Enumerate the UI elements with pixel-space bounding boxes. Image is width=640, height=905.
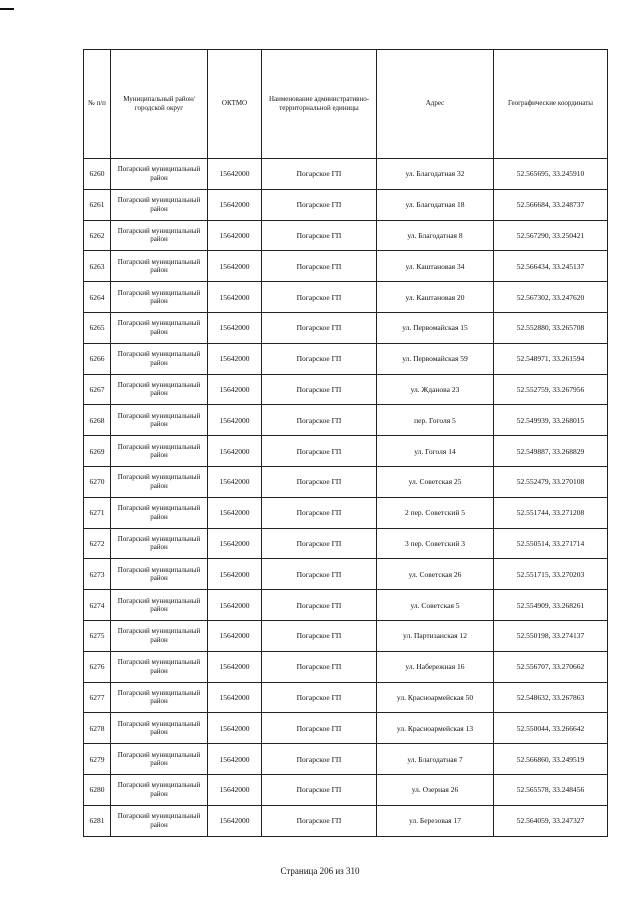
cell-number: 6279 xyxy=(84,744,111,775)
table-row xyxy=(84,220,608,251)
cell-admin-unit: Погарское ГП xyxy=(262,559,377,590)
cell-number: 6278 xyxy=(84,713,111,744)
cell-coordinates: 52.566860, 33.249519 xyxy=(494,744,608,775)
cell-oktmo: 15642000 xyxy=(208,713,262,744)
cell-coordinates: 52.564059, 33.247327 xyxy=(494,805,608,836)
cell-district: Погарский муниципальный район xyxy=(111,466,208,497)
cell-oktmo: 15642000 xyxy=(208,528,262,559)
cell-oktmo: 15642000 xyxy=(208,774,262,805)
cell-district: Погарский муниципальный район xyxy=(111,436,208,467)
cell-coordinates: 52.552759, 33.267956 xyxy=(494,374,608,405)
cell-address: ул. Каштановая 34 xyxy=(377,251,494,282)
cell-number: 6264 xyxy=(84,282,111,313)
table-row xyxy=(84,282,608,313)
table-row xyxy=(84,620,608,651)
header-district: Муниципальный район/городской округ xyxy=(111,50,208,159)
cell-address: 3 пер. Советский 3 xyxy=(377,528,494,559)
cell-number: 6261 xyxy=(84,189,111,220)
cell-number: 6274 xyxy=(84,590,111,621)
header-oktmo: ОКТМО xyxy=(208,50,262,159)
cell-address: ул. Березовая 17 xyxy=(377,805,494,836)
cell-number: 6281 xyxy=(84,805,111,836)
cell-number: 6276 xyxy=(84,651,111,682)
cell-coordinates: 52.550514, 33.271714 xyxy=(494,528,608,559)
table-body xyxy=(84,159,608,837)
cell-address: пер. Гоголя 5 xyxy=(377,405,494,436)
cell-district: Погарский муниципальный район xyxy=(111,189,208,220)
header-address: Адрес xyxy=(377,50,494,159)
cell-admin-unit: Погарское ГП xyxy=(262,682,377,713)
cell-admin-unit: Погарское ГП xyxy=(262,343,377,374)
table-row xyxy=(84,559,608,590)
cell-admin-unit: Погарское ГП xyxy=(262,374,377,405)
table-row xyxy=(84,374,608,405)
cell-coordinates: 52.548632, 33.267863 xyxy=(494,682,608,713)
cell-address: ул. Благодатная 32 xyxy=(377,159,494,190)
cell-coordinates: 52.567290, 33.250421 xyxy=(494,220,608,251)
cell-oktmo: 15642000 xyxy=(208,374,262,405)
cell-admin-unit: Погарское ГП xyxy=(262,159,377,190)
cell-oktmo: 15642000 xyxy=(208,590,262,621)
cell-address: ул. Советская 26 xyxy=(377,559,494,590)
table-row xyxy=(84,189,608,220)
cell-coordinates: 52.549887, 33.268829 xyxy=(494,436,608,467)
cell-coordinates: 52.565695, 33.245910 xyxy=(494,159,608,190)
header-coordinates: Географические координаты xyxy=(494,50,608,159)
table-row xyxy=(84,251,608,282)
cell-admin-unit: Погарское ГП xyxy=(262,497,377,528)
cell-coordinates: 52.552479, 33.270108 xyxy=(494,466,608,497)
cell-district: Погарский муниципальный район xyxy=(111,774,208,805)
cell-address: ул. Советская 25 xyxy=(377,466,494,497)
cell-address: ул. Благодатная 18 xyxy=(377,189,494,220)
cell-address: ул. Красноармейская 50 xyxy=(377,682,494,713)
table-row xyxy=(84,436,608,467)
cell-admin-unit: Погарское ГП xyxy=(262,220,377,251)
cell-coordinates: 52.567302, 33.247620 xyxy=(494,282,608,313)
cell-district: Погарский муниципальный район xyxy=(111,312,208,343)
cell-district: Погарский муниципальный район xyxy=(111,682,208,713)
cell-district: Погарский муниципальный район xyxy=(111,405,208,436)
cell-address: ул. Первомайская 59 xyxy=(377,343,494,374)
cell-admin-unit: Погарское ГП xyxy=(262,805,377,836)
table-row xyxy=(84,713,608,744)
table-row xyxy=(84,682,608,713)
table-row xyxy=(84,159,608,190)
cell-admin-unit: Погарское ГП xyxy=(262,620,377,651)
cell-oktmo: 15642000 xyxy=(208,251,262,282)
cell-district: Погарский муниципальный район xyxy=(111,713,208,744)
cell-number: 6269 xyxy=(84,436,111,467)
cell-admin-unit: Погарское ГП xyxy=(262,405,377,436)
header-number: № п/п xyxy=(84,50,111,159)
cell-district: Погарский муниципальный район xyxy=(111,220,208,251)
table-row xyxy=(84,590,608,621)
cell-district: Погарский муниципальный район xyxy=(111,159,208,190)
cell-address: ул. Жданова 23 xyxy=(377,374,494,405)
cell-district: Погарский муниципальный район xyxy=(111,343,208,374)
cell-district: Погарский муниципальный район xyxy=(111,744,208,775)
page-number: Страница 206 из 310 xyxy=(280,866,360,876)
cell-number: 6277 xyxy=(84,682,111,713)
cell-admin-unit: Погарское ГП xyxy=(262,713,377,744)
cell-address: 2 пер. Советский 5 xyxy=(377,497,494,528)
cell-number: 6263 xyxy=(84,251,111,282)
cell-coordinates: 52.549939, 33.268015 xyxy=(494,405,608,436)
cell-number: 6270 xyxy=(84,466,111,497)
cell-coordinates: 52.548971, 33.261594 xyxy=(494,343,608,374)
cell-oktmo: 15642000 xyxy=(208,312,262,343)
cell-district: Погарский муниципальный район xyxy=(111,651,208,682)
cell-admin-unit: Погарское ГП xyxy=(262,466,377,497)
cell-address: ул. Первомайская 15 xyxy=(377,312,494,343)
table-row xyxy=(84,805,608,836)
cell-address: ул. Гоголя 14 xyxy=(377,436,494,467)
cell-coordinates: 52.550198, 33.274137 xyxy=(494,620,608,651)
cell-oktmo: 15642000 xyxy=(208,682,262,713)
table-row xyxy=(84,651,608,682)
cell-address: ул. Советская 5 xyxy=(377,590,494,621)
cell-coordinates: 52.552880, 33.265708 xyxy=(494,312,608,343)
cell-admin-unit: Погарское ГП xyxy=(262,590,377,621)
cell-admin-unit: Погарское ГП xyxy=(262,312,377,343)
table-row xyxy=(84,466,608,497)
cell-district: Погарский муниципальный район xyxy=(111,559,208,590)
cell-admin-unit: Погарское ГП xyxy=(262,744,377,775)
cell-coordinates: 52.551744, 33.271208 xyxy=(494,497,608,528)
cell-number: 6262 xyxy=(84,220,111,251)
cell-oktmo: 15642000 xyxy=(208,744,262,775)
cell-address: ул. Партизанская 12 xyxy=(377,620,494,651)
cell-district: Погарский муниципальный район xyxy=(111,497,208,528)
cell-admin-unit: Погарское ГП xyxy=(262,189,377,220)
cell-admin-unit: Погарское ГП xyxy=(262,436,377,467)
cell-number: 6265 xyxy=(84,312,111,343)
cell-address: ул. Благодатная 8 xyxy=(377,220,494,251)
cell-number: 6266 xyxy=(84,343,111,374)
cell-oktmo: 15642000 xyxy=(208,651,262,682)
table-row xyxy=(84,497,608,528)
cell-oktmo: 15642000 xyxy=(208,282,262,313)
header-admin-unit: Наименование административно-территориальной единицы xyxy=(262,50,377,159)
cell-admin-unit: Погарское ГП xyxy=(262,282,377,313)
cell-oktmo: 15642000 xyxy=(208,805,262,836)
cell-oktmo: 15642000 xyxy=(208,159,262,190)
cell-number: 6272 xyxy=(84,528,111,559)
cell-oktmo: 15642000 xyxy=(208,343,262,374)
cell-coordinates: 52.554909, 33.268261 xyxy=(494,590,608,621)
cell-district: Погарский муниципальный район xyxy=(111,528,208,559)
cell-district: Погарский муниципальный район xyxy=(111,590,208,621)
cell-number: 6268 xyxy=(84,405,111,436)
cell-address: ул. Красноармейская 13 xyxy=(377,713,494,744)
cell-number: 6271 xyxy=(84,497,111,528)
cell-oktmo: 15642000 xyxy=(208,220,262,251)
cell-district: Погарский муниципальный район xyxy=(111,374,208,405)
cell-address: ул. Каштановая 20 xyxy=(377,282,494,313)
cell-admin-unit: Погарское ГП xyxy=(262,651,377,682)
cell-coordinates: 52.566684, 33.248737 xyxy=(494,189,608,220)
cell-coordinates: 52.565578, 33.248456 xyxy=(494,774,608,805)
cell-district: Погарский муниципальный район xyxy=(111,282,208,313)
cell-oktmo: 15642000 xyxy=(208,405,262,436)
corner-mark xyxy=(0,8,14,10)
cell-oktmo: 15642000 xyxy=(208,189,262,220)
table-row xyxy=(84,343,608,374)
cell-address: ул. Набережная 16 xyxy=(377,651,494,682)
cell-number: 6267 xyxy=(84,374,111,405)
cell-address: ул. Озерная 26 xyxy=(377,774,494,805)
cell-coordinates: 52.550044, 33.266642 xyxy=(494,713,608,744)
cell-coordinates: 52.566434, 33.245137 xyxy=(494,251,608,282)
table-row xyxy=(84,744,608,775)
cell-district: Погарский муниципальный район xyxy=(111,805,208,836)
table-row xyxy=(84,405,608,436)
cell-district: Погарский муниципальный район xyxy=(111,620,208,651)
cell-number: 6280 xyxy=(84,774,111,805)
cell-number: 6275 xyxy=(84,620,111,651)
cell-oktmo: 15642000 xyxy=(208,466,262,497)
cell-address: ул. Благодатная 7 xyxy=(377,744,494,775)
cell-oktmo: 15642000 xyxy=(208,497,262,528)
cell-admin-unit: Погарское ГП xyxy=(262,528,377,559)
cell-oktmo: 15642000 xyxy=(208,620,262,651)
table-row xyxy=(84,774,608,805)
cell-number: 6273 xyxy=(84,559,111,590)
cell-district: Погарский муниципальный район xyxy=(111,251,208,282)
cell-coordinates: 52.551715, 33.270203 xyxy=(494,559,608,590)
registry-table xyxy=(83,49,608,837)
table-header-row xyxy=(84,50,608,159)
cell-admin-unit: Погарское ГП xyxy=(262,774,377,805)
cell-oktmo: 15642000 xyxy=(208,559,262,590)
table-row xyxy=(84,312,608,343)
table-row xyxy=(84,528,608,559)
cell-oktmo: 15642000 xyxy=(208,436,262,467)
cell-admin-unit: Погарское ГП xyxy=(262,251,377,282)
cell-coordinates: 52.556707, 33.270662 xyxy=(494,651,608,682)
cell-number: 6260 xyxy=(84,159,111,190)
